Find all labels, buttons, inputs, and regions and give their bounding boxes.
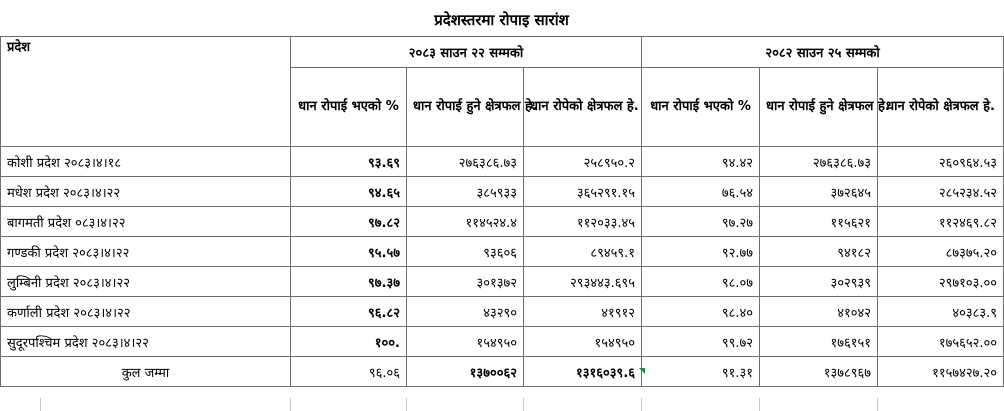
group-header-2083[interactable]: २०८३ साउन २२ सम्मको — [291, 37, 642, 68]
table-row — [1, 207, 1004, 237]
data-cell[interactable]: २९३४४३.६९५ — [524, 267, 642, 297]
data-cell[interactable]: ९४.४२ — [642, 147, 760, 177]
data-cell[interactable]: ९३६०६ — [407, 237, 524, 267]
province-name-cell[interactable]: मधेश प्रदेश २०८३।४।२२ — [1, 177, 291, 207]
data-cell[interactable]: ४१९१२ — [524, 297, 642, 327]
data-cell[interactable]: ९८.४० — [642, 297, 760, 327]
table-row — [1, 267, 1004, 297]
data-cell[interactable]: ३०२९३९ — [760, 267, 878, 297]
data-cell[interactable]: ९६.८२ — [291, 297, 407, 327]
gridline-stub — [759, 398, 760, 411]
data-cell[interactable]: २६०९६४.५३ — [878, 147, 1004, 177]
data-cell[interactable]: २९७१०३.०० — [878, 267, 1004, 297]
sheet-title: प्रदेशस्तरमा रोपाइ सारांश — [434, 11, 569, 29]
data-cell[interactable]: ७६.५४ — [642, 177, 760, 207]
table-row — [1, 297, 1004, 327]
total-cell[interactable]: १३१६०३९.६ — [524, 357, 642, 387]
data-cell[interactable]: १५४९५० — [524, 327, 642, 357]
data-cell[interactable]: ३७२६४५ — [760, 177, 878, 207]
gridline-stub — [523, 398, 524, 411]
province-name-cell[interactable]: सुदूरपश्चिम प्रदेश २०८३।४।२२ — [1, 327, 291, 357]
data-cell[interactable]: २५८९५०.२ — [524, 147, 642, 177]
data-cell[interactable]: ९७.२७ — [642, 207, 760, 237]
summary-table — [0, 36, 1004, 387]
gridline-stub — [290, 398, 291, 411]
data-cell[interactable]: १७६१५१ — [760, 327, 878, 357]
data-cell[interactable]: ४३२९० — [407, 297, 524, 327]
data-cell[interactable]: ३०१३७२ — [407, 267, 524, 297]
total-cell[interactable]: १३७००६२ — [407, 357, 524, 387]
province-name-cell[interactable]: लुम्बिनी प्रदेश २०८३।४।२२ — [1, 267, 291, 297]
gridline-stub — [877, 398, 878, 411]
gridline-stub — [641, 398, 642, 411]
group-header-2082[interactable]: २०८२ साउन २५ सम्मको — [642, 37, 1004, 68]
table-row — [1, 237, 1004, 267]
data-cell[interactable]: ९७.८२ — [291, 207, 407, 237]
gridline-stub — [40, 398, 41, 411]
data-cell[interactable]: २७६३८६.७३ — [760, 147, 878, 177]
data-cell[interactable]: १५४९५० — [407, 327, 524, 357]
province-name-cell[interactable]: गण्डकी प्रदेश २०८३।४।२२ — [1, 237, 291, 267]
data-cell[interactable]: ९८.०७ — [642, 267, 760, 297]
data-cell[interactable]: ३६५२९१.१५ — [524, 177, 642, 207]
data-cell[interactable]: ११२०३३.४५ — [524, 207, 642, 237]
table-row — [1, 177, 1004, 207]
data-cell[interactable]: ४०३८३.९ — [878, 297, 1004, 327]
total-cell[interactable]: ११५७४२७.२० — [878, 357, 1004, 387]
data-cell[interactable]: ९५.५७ — [291, 237, 407, 267]
total-label-cell[interactable]: कुल जम्मा — [1, 357, 291, 387]
column-header[interactable]: धान रोपाई भएको % — [291, 68, 407, 147]
data-cell[interactable]: १००. — [291, 327, 407, 357]
gridline-stub — [406, 398, 407, 411]
data-cell[interactable]: २७६३८६.७३ — [407, 147, 524, 177]
data-cell[interactable]: ९३.६९ — [291, 147, 407, 177]
data-cell[interactable]: ९४.६५ — [291, 177, 407, 207]
data-cell[interactable]: ८९४५९.१ — [524, 237, 642, 267]
column-header[interactable]: धान रोपाई हुने क्षेत्रफल हे. — [407, 68, 524, 147]
data-cell[interactable]: ३८५९३३ — [407, 177, 524, 207]
table-row — [1, 147, 1004, 177]
data-cell[interactable]: २८५२३४.५२ — [878, 177, 1004, 207]
province-name-cell[interactable]: बागमती प्रदेश ०८३।४।२२ — [1, 207, 291, 237]
total-cell[interactable]: ९१.३१ — [642, 357, 760, 387]
column-header[interactable]: धान रोपाई भएको % — [642, 68, 760, 147]
column-header[interactable]: धान रोपेको क्षेत्रफल हे. — [524, 68, 642, 147]
total-row — [1, 357, 1004, 387]
province-name-cell[interactable]: कर्णाली प्रदेश २०८३।४।२२ — [1, 297, 291, 327]
table-row — [1, 327, 1004, 357]
data-cell[interactable]: ११५६२१ — [760, 207, 878, 237]
data-cell[interactable]: ११४५२४.४ — [407, 207, 524, 237]
cell-comment-marker — [639, 368, 645, 374]
province-name-cell[interactable]: कोशी प्रदेश २०८३।४।१८ — [1, 147, 291, 177]
data-cell[interactable]: ४१०४२ — [760, 297, 878, 327]
data-cell[interactable]: ९२.७७ — [642, 237, 760, 267]
data-cell[interactable]: ९९.७२ — [642, 327, 760, 357]
data-cell[interactable]: ८७३७५.२० — [878, 237, 1004, 267]
column-header[interactable]: धान रोपाई हुने क्षेत्रफल हे. — [760, 68, 878, 147]
total-cell[interactable]: ९६.०६ — [291, 357, 407, 387]
data-cell[interactable]: ९७.३७ — [291, 267, 407, 297]
group-header-row — [1, 37, 1004, 68]
data-cell[interactable]: ९४१८२ — [760, 237, 878, 267]
total-cell[interactable]: १३७८९६७ — [760, 357, 878, 387]
data-cell[interactable]: १७५६५२.०० — [878, 327, 1004, 357]
column-header[interactable]: धान रोपेको क्षेत्रफल हे. — [878, 68, 1004, 147]
province-header[interactable]: प्रदेश — [1, 37, 291, 147]
data-cell[interactable]: ११२४६९.८२ — [878, 207, 1004, 237]
